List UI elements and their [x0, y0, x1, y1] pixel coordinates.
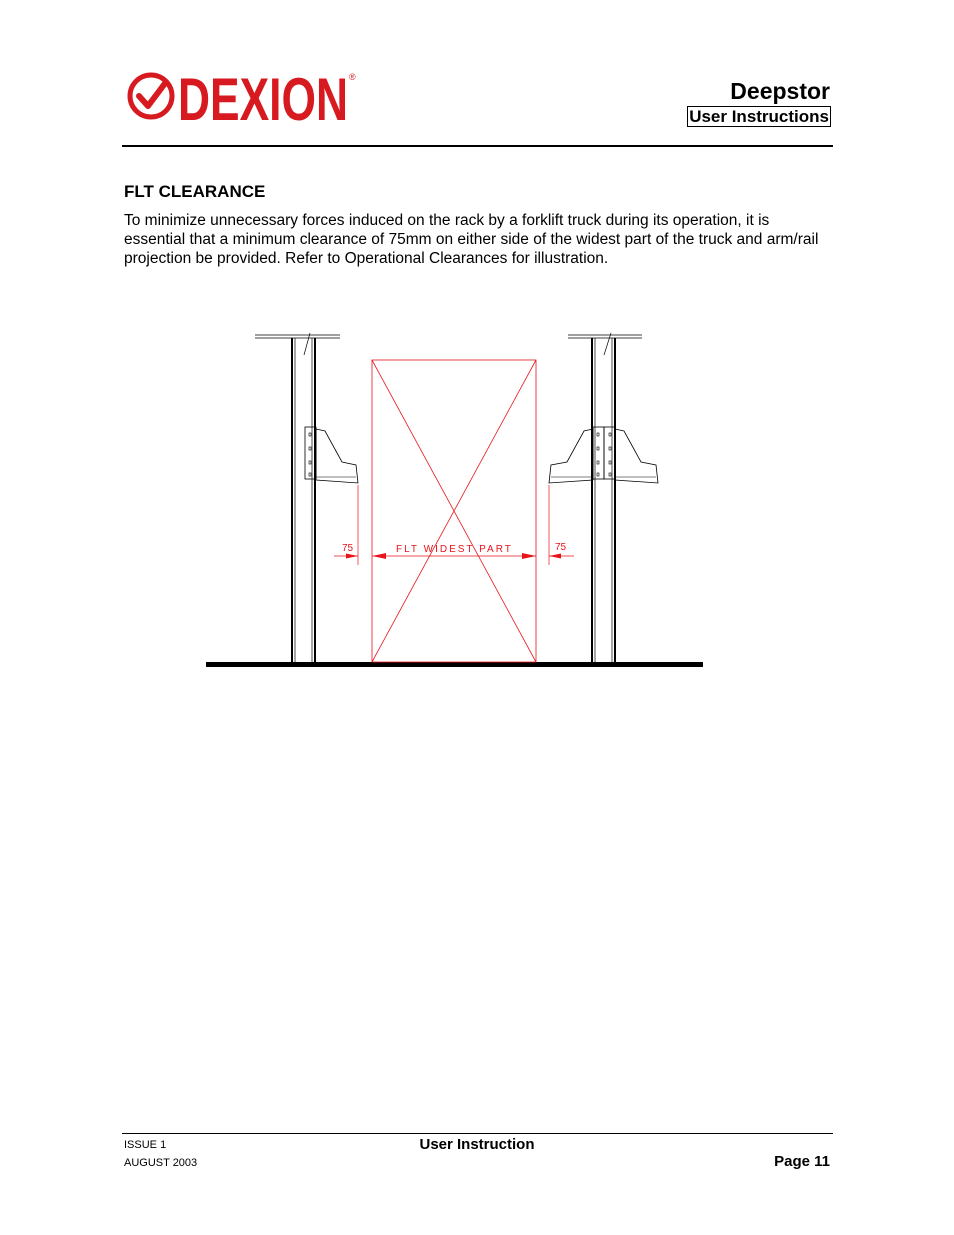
left-clearance-label: 75	[342, 543, 354, 554]
logo-wordmark: DEXION	[178, 68, 348, 126]
section-body: To minimize unnecessary forces induced on the rack by a forklift truck during its operation, it is essential that a minimum clearance of 75mm on either side of the widest part of the truck and arm/rail projection be provided. Refer to Operational Clearances for illustration.	[124, 212, 819, 267]
page-number: Page 11	[774, 1153, 830, 1170]
footer-date: AUGUST 2003	[124, 1157, 198, 1169]
section-heading: FLT CLEARANCE	[124, 182, 266, 201]
right-rack	[549, 333, 658, 662]
header-divider	[122, 145, 833, 147]
flt-envelope	[372, 360, 536, 662]
footer-issue: ISSUE 1	[124, 1139, 167, 1151]
document-subtitle: User Instructions	[689, 107, 829, 126]
footer-title: User Instruction	[419, 1136, 535, 1153]
dexion-logo	[126, 68, 366, 126]
document-title: Deepstor	[730, 78, 830, 104]
registered-mark: ®	[349, 72, 356, 82]
left-rack	[255, 333, 358, 662]
floor-line	[206, 662, 703, 667]
checkmark-icon	[139, 82, 166, 106]
footer-divider	[122, 1133, 833, 1134]
right-clearance-label: 75	[555, 542, 567, 553]
flt-clearance-drawing	[200, 325, 710, 675]
flt-widest-part-label: FLT WIDEST PART	[396, 544, 513, 555]
